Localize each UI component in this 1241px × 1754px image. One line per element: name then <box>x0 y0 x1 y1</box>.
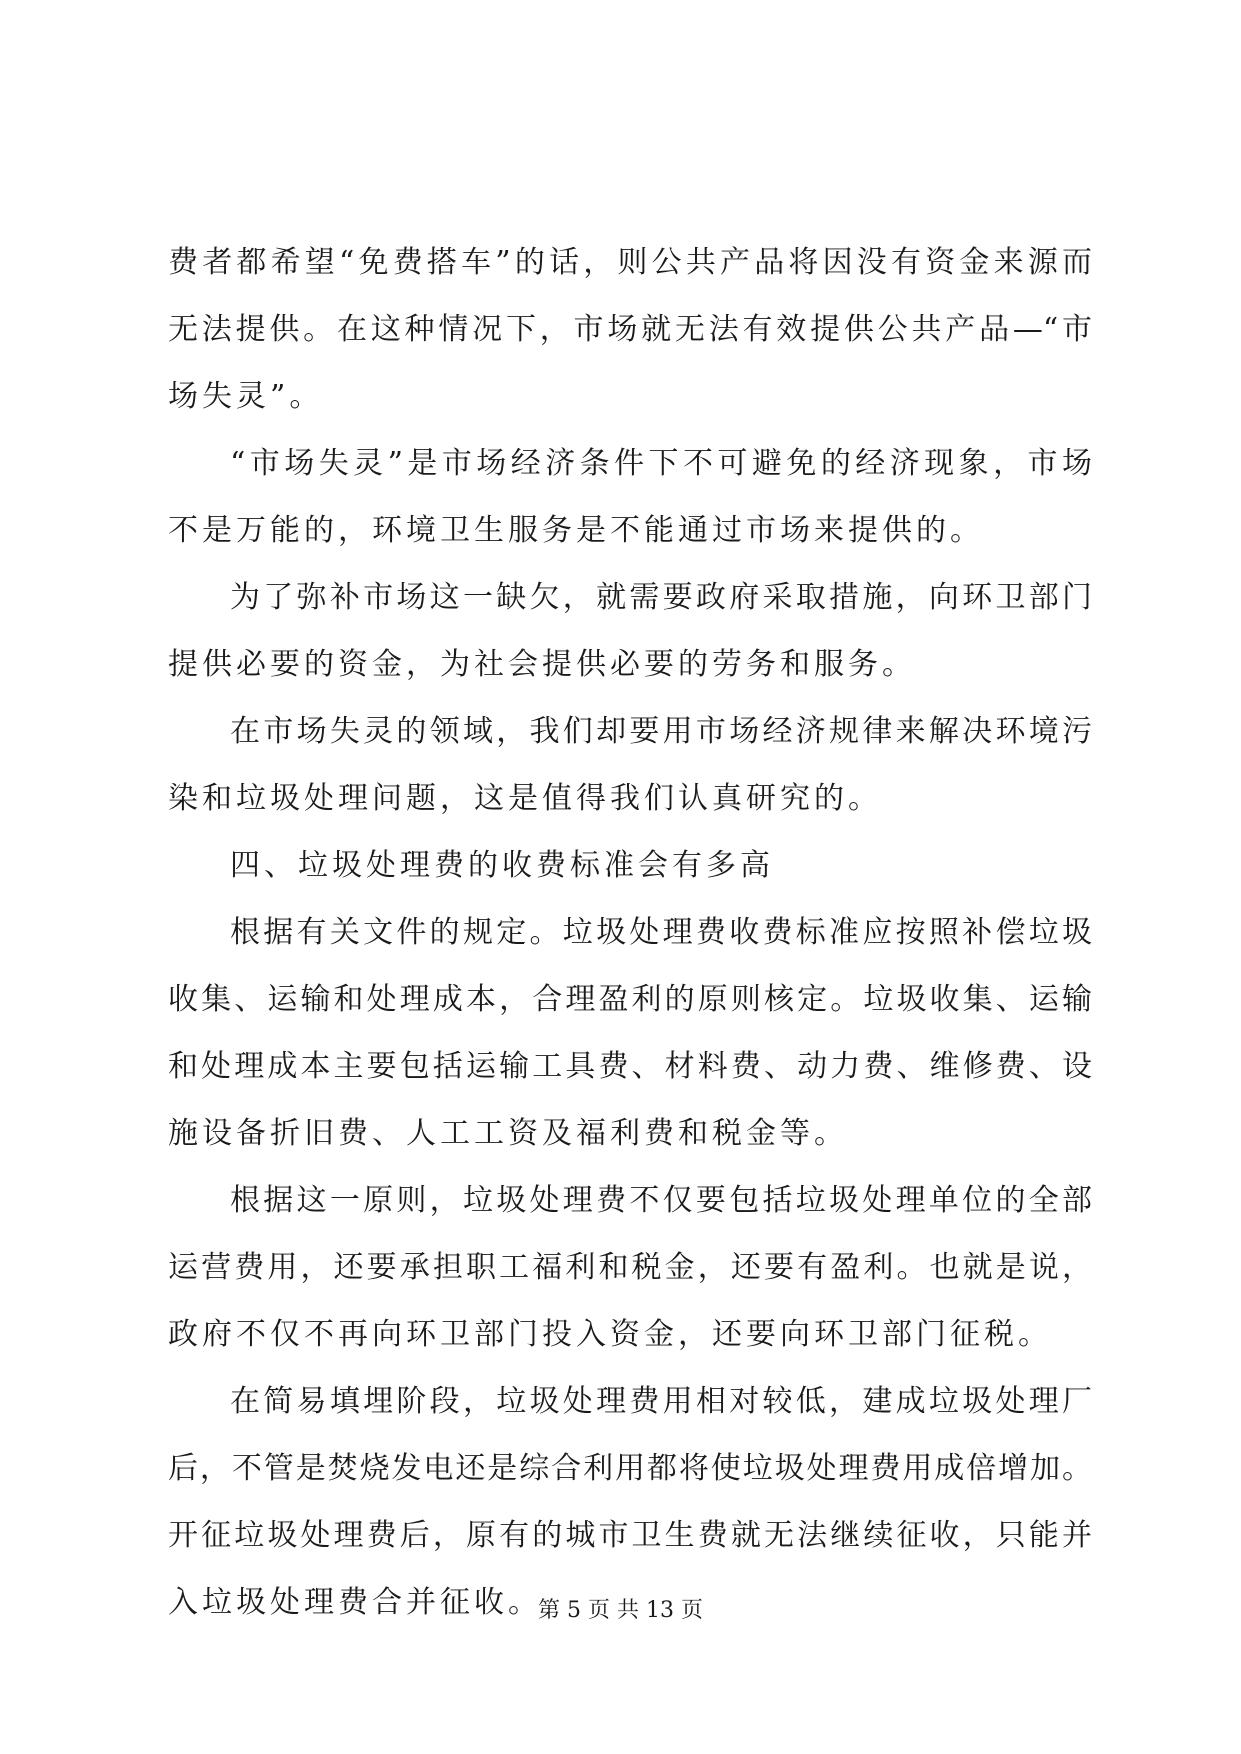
paragraph-line: 运营费用，还要承担职工福利和税金，还要有盈利。也就是说， <box>168 1250 1092 1285</box>
paragraph-line: 为了弥补市场这一缺欠，就需要政府采取措施，向环卫部门 <box>230 580 1092 615</box>
paragraph-line: 提供必要的资金，为社会提供必要的劳务和服务。 <box>168 647 916 682</box>
paragraph-line: 入垃圾处理费合并征收。 <box>168 1585 542 1620</box>
document-body <box>168 229 1092 1636</box>
page-number-footer: 第 5 页 共 13 页 <box>538 1598 703 1623</box>
paragraph-line: 在市场失灵的领域，我们却要用市场经济规律来解决环境污 <box>230 714 1092 749</box>
paragraph-line: “市场失灵”是市场经济条件下不可避免的经济现象，市场 <box>230 446 1092 481</box>
paragraph-line: 根据有关文件的规定。垃圾处理费收费标准应按照补偿垃圾 <box>230 915 1092 950</box>
paragraph-line: 施设备折旧费、人工工资及福利费和税金等。 <box>168 1116 848 1151</box>
paragraph-line: 后，不管是焚烧发电还是综合利用都将使垃圾处理费用成倍增加。 <box>168 1451 1092 1486</box>
section-heading: 四、垃圾处理费的收费标准会有多高 <box>230 848 774 883</box>
paragraph-line: 费者都希望“免费搭车”的话，则公共产品将因没有资金来源而 <box>168 245 1092 280</box>
paragraph-line: 染和垃圾处理问题，这是值得我们认真研究的。 <box>168 781 882 816</box>
paragraph-line: 根据这一原则，垃圾处理费不仅要包括垃圾处理单位的全部 <box>230 1183 1092 1218</box>
paragraph-line: 在简易填埋阶段，垃圾处理费用相对较低，建成垃圾处理厂 <box>230 1384 1092 1419</box>
paragraph-line: 收集、运输和处理成本，合理盈利的原则核定。垃圾收集、运输 <box>168 982 1092 1017</box>
paragraph-line: 和处理成本主要包括运输工具费、材料费、动力费、维修费、设 <box>168 1049 1092 1084</box>
paragraph-line: 无法提供。在这种情况下，市场就无法有效提供公共产品—“市 <box>168 312 1092 347</box>
paragraph-line: 不是万能的，环境卫生服务是不能通过市场来提供的。 <box>168 513 984 548</box>
paragraph-line: 政府不仅不再向环卫部门投入资金，还要向环卫部门征税。 <box>168 1317 1052 1352</box>
paragraph-line: 场失灵”。 <box>168 379 324 414</box>
paragraph-line: 开征垃圾处理费后，原有的城市卫生费就无法继续征收，只能并 <box>168 1518 1092 1553</box>
